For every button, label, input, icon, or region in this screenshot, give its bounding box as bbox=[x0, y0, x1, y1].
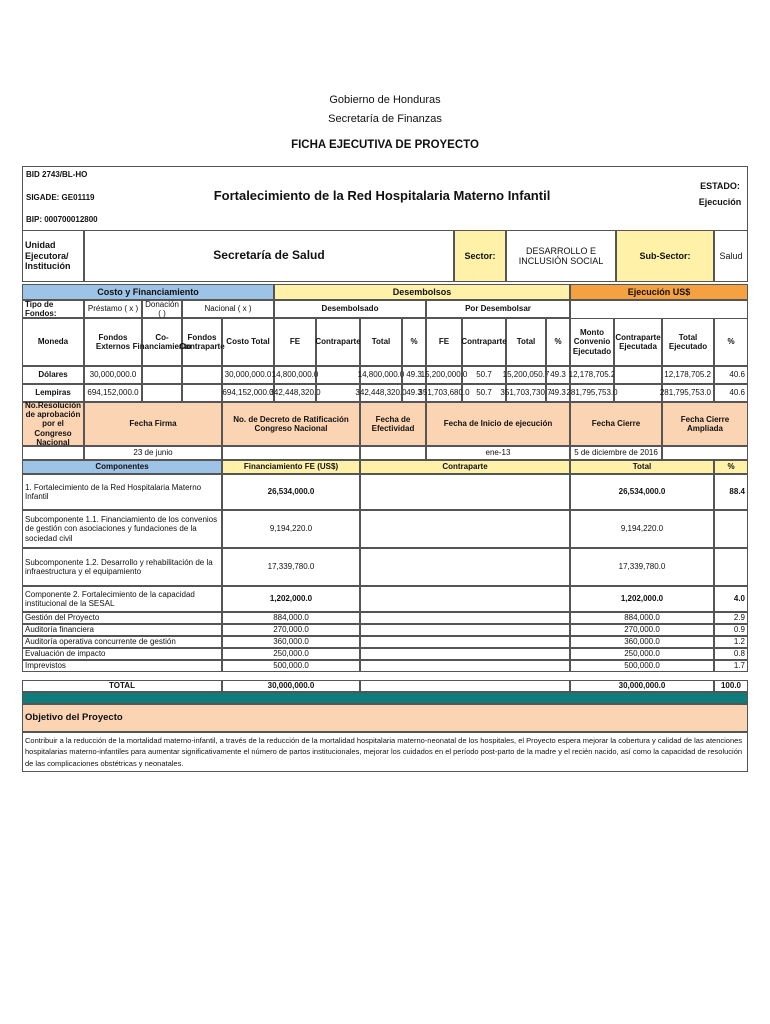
money-cell-pct: 40.6 bbox=[714, 366, 748, 384]
teal-divider bbox=[22, 692, 748, 704]
col-costo-total: Costo Total bbox=[222, 318, 274, 366]
desembolsos-section: Desembolsos bbox=[274, 284, 570, 300]
tipo-fondos-label: Tipo de Fondos: bbox=[22, 300, 84, 318]
component-cell-total: 250,000.0 bbox=[570, 648, 714, 660]
component-cell-name: 1. Fortalecimiento de la Red Hospitalaria Materno Infantil bbox=[22, 474, 222, 510]
document-title: FICHA EJECUTIVA DE PROYECTO bbox=[291, 139, 479, 151]
component-cell-fe: 26,534,000.0 bbox=[222, 474, 360, 510]
component-cell-contra bbox=[360, 510, 570, 548]
financiamiento-header: Financiamiento FE (US$) bbox=[222, 460, 360, 474]
estado-label: ESTADO: bbox=[700, 180, 740, 191]
component-cell-pct: 0.8 bbox=[714, 648, 748, 660]
efectividad-label: Fecha de Efectividad bbox=[360, 402, 426, 446]
sector-value: DESARROLLO E INCLUSIÓN SOCIAL bbox=[506, 230, 616, 282]
resolucion-value bbox=[22, 446, 84, 460]
component-cell-total: 500,000.0 bbox=[570, 660, 714, 672]
por-desembolsar-label: Por Desembolsar bbox=[426, 300, 570, 318]
col-p-total: Total bbox=[506, 318, 546, 366]
col-d-fe: FE bbox=[274, 318, 316, 366]
component-cell-total: 884,000.0 bbox=[570, 612, 714, 624]
component-cell-total: 17,339,780.0 bbox=[570, 548, 714, 586]
component-cell-contra bbox=[360, 548, 570, 586]
resolucion-label: No.Resolución de aprobación por el Congreso Nacional bbox=[22, 402, 84, 446]
component-cell-total: 26,534,000.0 bbox=[570, 474, 714, 510]
pct-header: % bbox=[714, 460, 748, 474]
money-cell-d-fe: 14,800,000.0 bbox=[274, 366, 316, 384]
contraparte-header: Contraparte bbox=[360, 460, 570, 474]
total-header: Total bbox=[570, 460, 714, 474]
money-cell-p-pct: 49.3 bbox=[546, 366, 570, 384]
money-cell-fondos-contraparte bbox=[182, 366, 222, 384]
nacional-option: Nacional ( x ) bbox=[182, 300, 274, 318]
donacion-option: Donación ( ) bbox=[142, 300, 182, 318]
decreto-label: No. de Decreto de Ratificación Congreso Nacional bbox=[222, 402, 360, 446]
efectividad-value bbox=[360, 446, 426, 460]
objetivo-text: Contribuir a la reducción de la mortalidad materno-infantil, a través de la reducción de la mortalidad hospitalaria materno-neonatal de los hospitales, el Proyecto espera mejorar la cobertura y calidad de las atenciones hospitalarias materno-infantiles para aumentar significativamente el número de partos institucionales, mejorar los cuidados en el período post-parto de la madre y el recién nacido, así como la capacidad de resolución de las complicaciones obstétricas y neonatales. bbox=[22, 732, 748, 772]
component-cell-pct: 0.9 bbox=[714, 624, 748, 636]
money-cell-fondos-contraparte bbox=[182, 384, 222, 402]
money-cell-p-total: 351,703,730.7 bbox=[506, 384, 546, 402]
component-cell-name: Evaluación de impacto bbox=[22, 648, 222, 660]
col-d-total: Total bbox=[360, 318, 402, 366]
money-cell-contra-ej bbox=[614, 366, 662, 384]
component-cell-fe: 9,194,220.0 bbox=[222, 510, 360, 548]
money-cell-d-total: 14,800,000.0 bbox=[360, 366, 402, 384]
col-moneda: Moneda bbox=[22, 318, 84, 366]
component-cell-pct: 1.2 bbox=[714, 636, 748, 648]
decreto-value bbox=[222, 446, 360, 460]
firma-label: Fecha Firma bbox=[84, 402, 222, 446]
col-p-fe: FE bbox=[426, 318, 462, 366]
money-cell-d-fe: 342,448,320.0 bbox=[274, 384, 316, 402]
component-cell-total: 270,000.0 bbox=[570, 624, 714, 636]
money-cell-costo-total: 694,152,000.0 bbox=[222, 384, 274, 402]
money-cell-total-ej: 281,795,753.0 bbox=[662, 384, 714, 402]
money-cell-fondos-externos: 694,152,000.0 bbox=[84, 384, 142, 402]
money-cell-d-total: 342,448,320.0 bbox=[360, 384, 402, 402]
component-cell-total: 360,000.0 bbox=[570, 636, 714, 648]
money-cell-fondos-externos: 30,000,000.0 bbox=[84, 366, 142, 384]
money-cell-moneda: Lempiras bbox=[22, 384, 84, 402]
component-cell-contra bbox=[360, 660, 570, 672]
money-cell-pct: 40.6 bbox=[714, 384, 748, 402]
component-cell-fe: 1,202,000.0 bbox=[222, 586, 360, 612]
money-cell-cofin bbox=[142, 366, 182, 384]
bid-id: BID 2743/BL-HO bbox=[26, 169, 88, 179]
component-cell-pct: 88.4 bbox=[714, 474, 748, 510]
sector-label: Sector: bbox=[454, 230, 506, 282]
firma-value: 23 de junio bbox=[84, 446, 222, 460]
ampliada-value bbox=[662, 446, 748, 460]
total-row-contraparte bbox=[360, 680, 570, 692]
unidad-value: Secretaría de Salud bbox=[84, 230, 454, 282]
component-cell-name: Subcomponente 1.1. Financiamiento de los convenios de gestión con asociaciones y fundaciones de la sociedad civil bbox=[22, 510, 222, 548]
total-row-total: 30,000,000.0 bbox=[570, 680, 714, 692]
money-cell-d-contra bbox=[316, 366, 360, 384]
header-line2: Secretaría de Finanzas bbox=[328, 113, 442, 125]
money-cell-monto: 12,178,705.2 bbox=[570, 366, 614, 384]
header-line1: Gobierno de Honduras bbox=[329, 94, 441, 106]
component-cell-fe: 884,000.0 bbox=[222, 612, 360, 624]
money-cell-p-contra: 50.7 bbox=[462, 384, 506, 402]
unidad-label: Unidad Ejecutora/ Institución bbox=[22, 230, 84, 282]
component-cell-pct: 1.7 bbox=[714, 660, 748, 672]
component-cell-pct: 2.9 bbox=[714, 612, 748, 624]
bip-id: BIP: 000700012800 bbox=[26, 214, 98, 224]
col-fondos-contraparte: Fondos Contraparte bbox=[182, 318, 222, 366]
total-row-fe: 30,000,000.0 bbox=[222, 680, 360, 692]
ejecucion-section: Ejecución US$ bbox=[570, 284, 748, 300]
component-cell-fe: 17,339,780.0 bbox=[222, 548, 360, 586]
component-cell-total: 1,202,000.0 bbox=[570, 586, 714, 612]
component-cell-fe: 250,000.0 bbox=[222, 648, 360, 660]
estado-value: Ejecución bbox=[698, 196, 742, 207]
component-cell-fe: 270,000.0 bbox=[222, 624, 360, 636]
component-cell-total: 9,194,220.0 bbox=[570, 510, 714, 548]
component-cell-contra bbox=[360, 636, 570, 648]
col-p-contraparte: Contraparte bbox=[462, 318, 506, 366]
money-cell-total-ej: 12,178,705.2 bbox=[662, 366, 714, 384]
component-cell-contra bbox=[360, 624, 570, 636]
component-cell-name: Gestión del Proyecto bbox=[22, 612, 222, 624]
component-cell-name: Imprevistos bbox=[22, 660, 222, 672]
component-cell-name: Subcomponente 1.2. Desarrollo y rehabilitación de la infraestructura y el equipamiento bbox=[22, 548, 222, 586]
cierre-value: 5 de diciembre de 2016 bbox=[570, 446, 662, 460]
component-cell-fe: 500,000.0 bbox=[222, 660, 360, 672]
ejecucion-blank bbox=[570, 300, 748, 318]
col-d-contraparte: Contraparte bbox=[316, 318, 360, 366]
component-cell-contra bbox=[360, 612, 570, 624]
money-cell-contra-ej bbox=[614, 384, 662, 402]
col-d-pct: % bbox=[402, 318, 426, 366]
total-row-pct: 100.0 bbox=[714, 680, 748, 692]
money-cell-p-pct: 49.3 bbox=[546, 384, 570, 402]
col-total-ejecutado: Total Ejecutado bbox=[662, 318, 714, 366]
inicio-value: ene-13 bbox=[426, 446, 570, 460]
money-cell-moneda: Dólares bbox=[22, 366, 84, 384]
col-contraparte-ejecutada: Contraparte Ejecutada bbox=[614, 318, 662, 366]
money-cell-p-fe: 351,703,680.0 bbox=[426, 384, 462, 402]
component-cell-contra bbox=[360, 474, 570, 510]
col-monto-convenio: Monto Convenio Ejecutado bbox=[570, 318, 614, 366]
component-cell-name: Componente 2. Fortalecimiento de la capacidad institucional de la SESAL bbox=[22, 586, 222, 612]
component-cell-pct bbox=[714, 548, 748, 586]
component-cell-fe: 360,000.0 bbox=[222, 636, 360, 648]
component-cell-name: Auditoría operativa concurrente de gestión bbox=[22, 636, 222, 648]
prestamo-option: Préstamo ( x ) bbox=[84, 300, 142, 318]
subsector-label: Sub-Sector: bbox=[616, 230, 714, 282]
component-cell-contra bbox=[360, 648, 570, 660]
money-cell-costo-total: 30,000,000.0 bbox=[222, 366, 274, 384]
desembolsado-label: Desembolsado bbox=[274, 300, 426, 318]
inicio-label: Fecha de Inicio de ejecución bbox=[426, 402, 570, 446]
money-cell-p-total: 15,200,050.7 bbox=[506, 366, 546, 384]
componentes-header: Componentes bbox=[22, 460, 222, 474]
money-cell-d-pct: 49.3 bbox=[402, 384, 426, 402]
component-cell-name: Auditoría financiera bbox=[22, 624, 222, 636]
sigade-id: SIGADE: GE01119 bbox=[26, 192, 95, 202]
money-cell-d-contra bbox=[316, 384, 360, 402]
project-sheet bbox=[22, 166, 748, 772]
project-title: Fortalecimiento de la Red Hospitalaria Materno Infantil bbox=[213, 187, 551, 203]
cierre-label: Fecha Cierre bbox=[570, 402, 662, 446]
total-row-label: TOTAL bbox=[22, 680, 222, 692]
money-cell-p-contra: 50.7 bbox=[462, 366, 506, 384]
subsector-value: Salud bbox=[714, 230, 748, 282]
component-cell-pct bbox=[714, 510, 748, 548]
component-cell-contra bbox=[360, 586, 570, 612]
col-pct: % bbox=[714, 318, 748, 366]
costo-section: Costo y Financiamiento bbox=[22, 284, 274, 300]
col-fondos-externos: Fondos Externos bbox=[84, 318, 142, 366]
objetivo-label: Objetivo del Proyecto bbox=[22, 704, 748, 732]
col-p-pct: % bbox=[546, 318, 570, 366]
money-cell-monto: 281,795,753.0 bbox=[570, 384, 614, 402]
money-cell-cofin bbox=[142, 384, 182, 402]
component-cell-pct: 4.0 bbox=[714, 586, 748, 612]
ampliada-label: Fecha Cierre Ampliada bbox=[662, 402, 748, 446]
money-cell-d-pct: 49.3 bbox=[402, 366, 426, 384]
col-cofinanciamiento: Co-Financiamiento bbox=[142, 318, 182, 366]
money-cell-p-fe: 15,200,000.0 bbox=[426, 366, 462, 384]
